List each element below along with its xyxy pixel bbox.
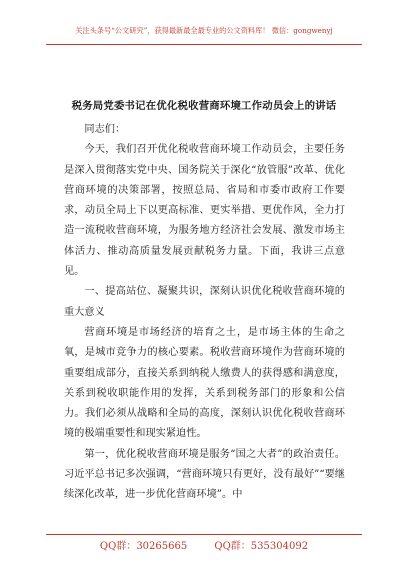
footer-divider (46, 534, 362, 535)
footer (0, 537, 408, 552)
header-divider (46, 44, 362, 45)
section-heading: 一、提高站位、凝聚共识，深刻认识优化税收营商环境的重大意义 (64, 286, 345, 318)
paragraph: 第一，优化税收营商环境是服务“国之大者”的政治责任。习近平总书记多次强调，“营商环境只有更好，没有最好”“要继续深化改革，进一步优化营商环境”。中 (64, 448, 345, 501)
document-body (64, 120, 345, 506)
footer-qq-group-1: QQ群：30265665 (99, 541, 188, 552)
promo-banner: 关注头条号“公文研究”，获得最新最全最专业的公文资料库！ 微信：gongwenyj (75, 26, 333, 35)
document-title: 税务局党委书记在优化税收营商环境工作动员会上的讲话 (71, 100, 337, 112)
salutation: 同志们： (84, 124, 126, 135)
footer-qq-group-2: QQ群：535304092 (214, 541, 309, 552)
paragraph: 营商环境是市场经济的培育之土，是市场主体的生命之氧，是城市竞争力的核心要素。税收营商环境作为营商环境的重要组成部分，直接关系到纳税人缴费人的获得感和满意度，关系到税收职能作用的发挥，关系到税务部门的形象和公信力。我们必须从战略和全局的高度，深刻认识优化税收营商环境的极端重要性和现实紧迫性。 (64, 326, 345, 440)
paragraph: 今天，我们召开优化税收营商环境工作动员会，主要任务是深入贯彻落实党中央、国务院关于深化“放管服”改革、优化营商环境的决策部署，按照总局、省局和市委市政府工作要求，动员全局上下以更高标准、更实举措、更优作风，全力打造一流税收营商环境，为服务地方经济社会发展、激发市场主体活力、推动高质量发展贡献税务力量。下面，我讲三点意见。 (64, 144, 345, 278)
